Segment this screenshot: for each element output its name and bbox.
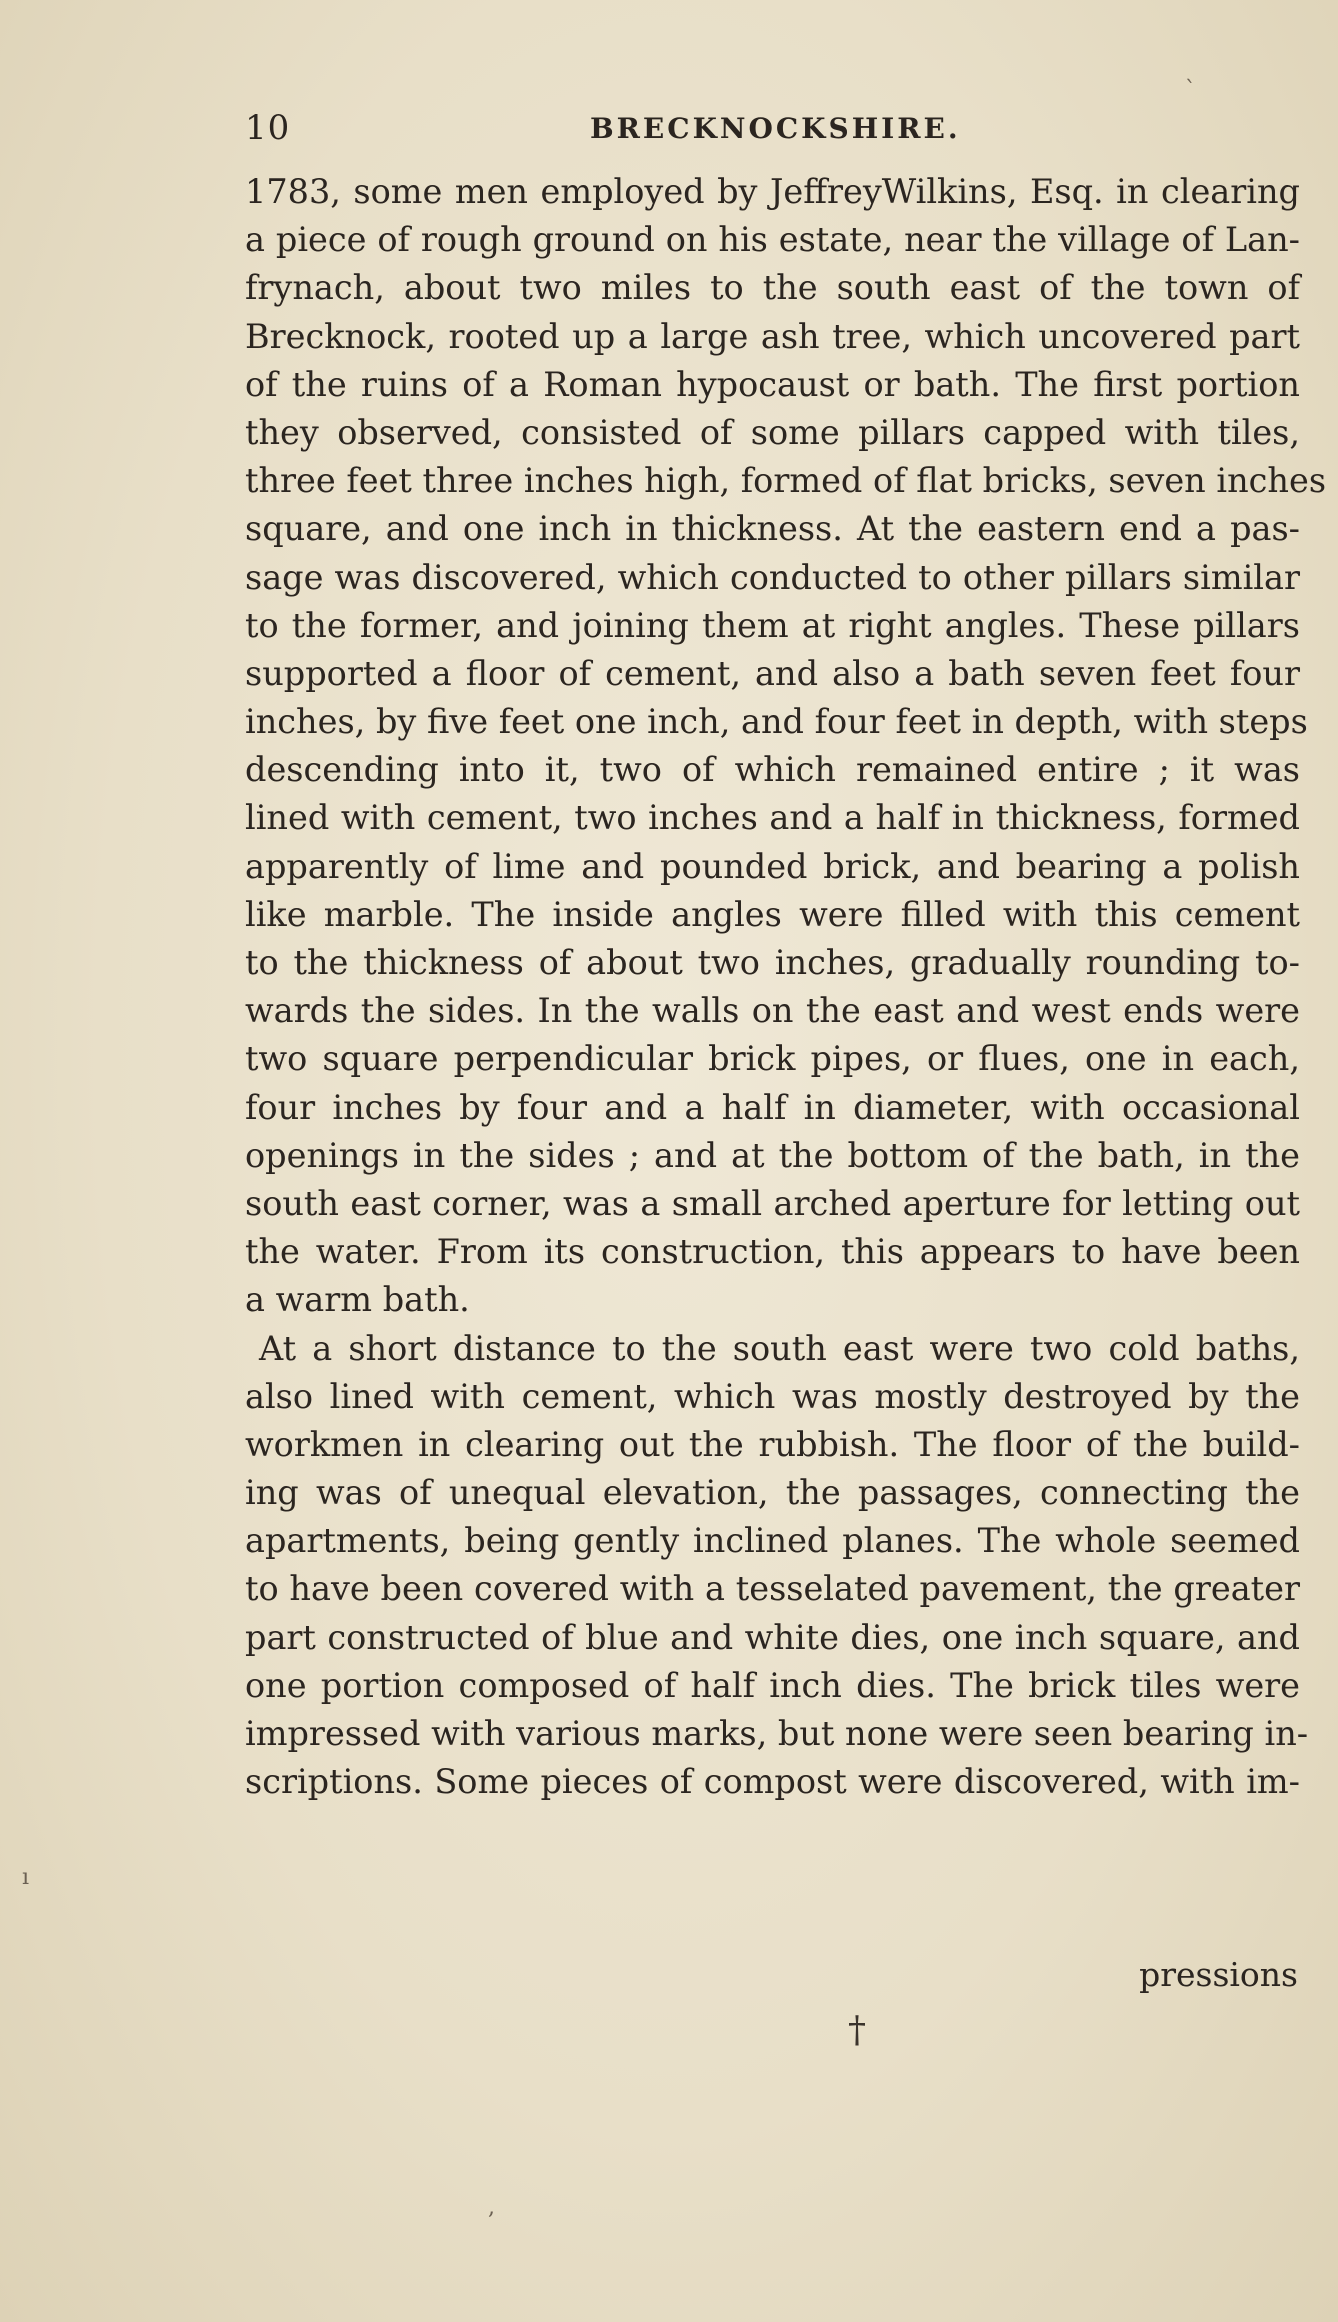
text-line: apartments, being gently inclined planes. The whole seemed (245, 1521, 1300, 1561)
text-line: they observed, consisted of some pillars capped with tiles, (245, 412, 1300, 452)
text-line: wards the sides. In the walls on the east and west ends were (245, 991, 1300, 1031)
text-line: of the ruins of a Roman hypocaust or bath. The first portion (245, 364, 1300, 404)
text-line: a piece of rough ground on his estate, near the village of Lan- (245, 220, 1300, 260)
catchword: pressions (1139, 1955, 1298, 1994)
text-line: four inches by four and a half in diameter, with occasional (245, 1087, 1300, 1127)
text-line: to the thickness of about two inches, gradually rounding to- (245, 943, 1300, 982)
text-line: one portion composed of half inch dies. The brick tiles were (245, 1665, 1300, 1705)
text-line: the water. From its construction, this appears to have been (245, 1232, 1300, 1272)
text-line: sage was discovered, which conducted to other pillars similar (245, 557, 1300, 597)
ink-speck: , (488, 2195, 495, 2220)
paragraph-1 (245, 168, 1327, 1325)
body-text (245, 168, 1327, 1806)
text-line: part constructed of blue and white dies, one inch square, and (245, 1617, 1300, 1657)
text-line: openings in the sides ; and at the bottom of the bath, in the (245, 1135, 1300, 1175)
text-line: workmen in clearing out the rubbish. The floor of the build- (245, 1424, 1300, 1464)
running-head: BRECKNOCKSHIRE. (590, 112, 961, 145)
text-line: a warm bath. (245, 1280, 470, 1320)
text-line: Brecknock, rooted up a large ash tree, which uncovered part (245, 316, 1300, 356)
text-line: to have been covered with a tesselated pavement, the greater (245, 1569, 1300, 1609)
page-header (245, 108, 1305, 148)
text-line: impressed with various marks, but none were seen bearing in- (245, 1714, 1309, 1753)
signature-mark: † (848, 2010, 866, 2051)
ink-speck: ˋ (1185, 78, 1196, 103)
text-line: lined with cement, two inches and a half in thickness, formed (245, 798, 1300, 838)
ink-speck: ı (22, 1865, 30, 1890)
text-line: frynach, about two miles to the south east of the town of (245, 268, 1300, 308)
text-line: two square perpendicular brick pipes, or flues, one in each, (245, 1039, 1300, 1079)
text-line: like marble. The inside angles were filled with this cement (245, 894, 1300, 934)
page-number: 10 (245, 108, 291, 148)
text-line: square, and one inch in thickness. At the eastern end a pas- (245, 509, 1300, 549)
text-line: also lined with cement, which was mostly destroyed by the (245, 1376, 1300, 1416)
text-line: apparently of lime and pounded brick, and bearing a polish (245, 846, 1300, 886)
text-line: At a short distance to the south east were two cold baths, (259, 1328, 1300, 1368)
text-line: ing was of unequal elevation, the passages, connecting the (245, 1473, 1300, 1513)
text-line: scriptions. Some pieces of compost were discovered, with im- (245, 1762, 1300, 1802)
text-line: south east corner, was a small arched aperture for letting out (245, 1183, 1300, 1223)
text-line: 1783, some men employed by JeffreyWilkins, Esq. in clearing (245, 172, 1300, 211)
text-line: descending into it, two of which remained entire ; it was (245, 750, 1300, 790)
text-line: to the former, and joining them at right angles. These pillars (245, 605, 1300, 645)
paragraph-2 (245, 1325, 1309, 1807)
text-line: three feet three inches high, formed of flat bricks, seven inches (245, 461, 1327, 501)
text-line: inches, by five feet one inch, and four feet in depth, with steps (245, 702, 1308, 742)
text-line: supported a floor of cement, and also a bath seven feet four (245, 653, 1300, 693)
